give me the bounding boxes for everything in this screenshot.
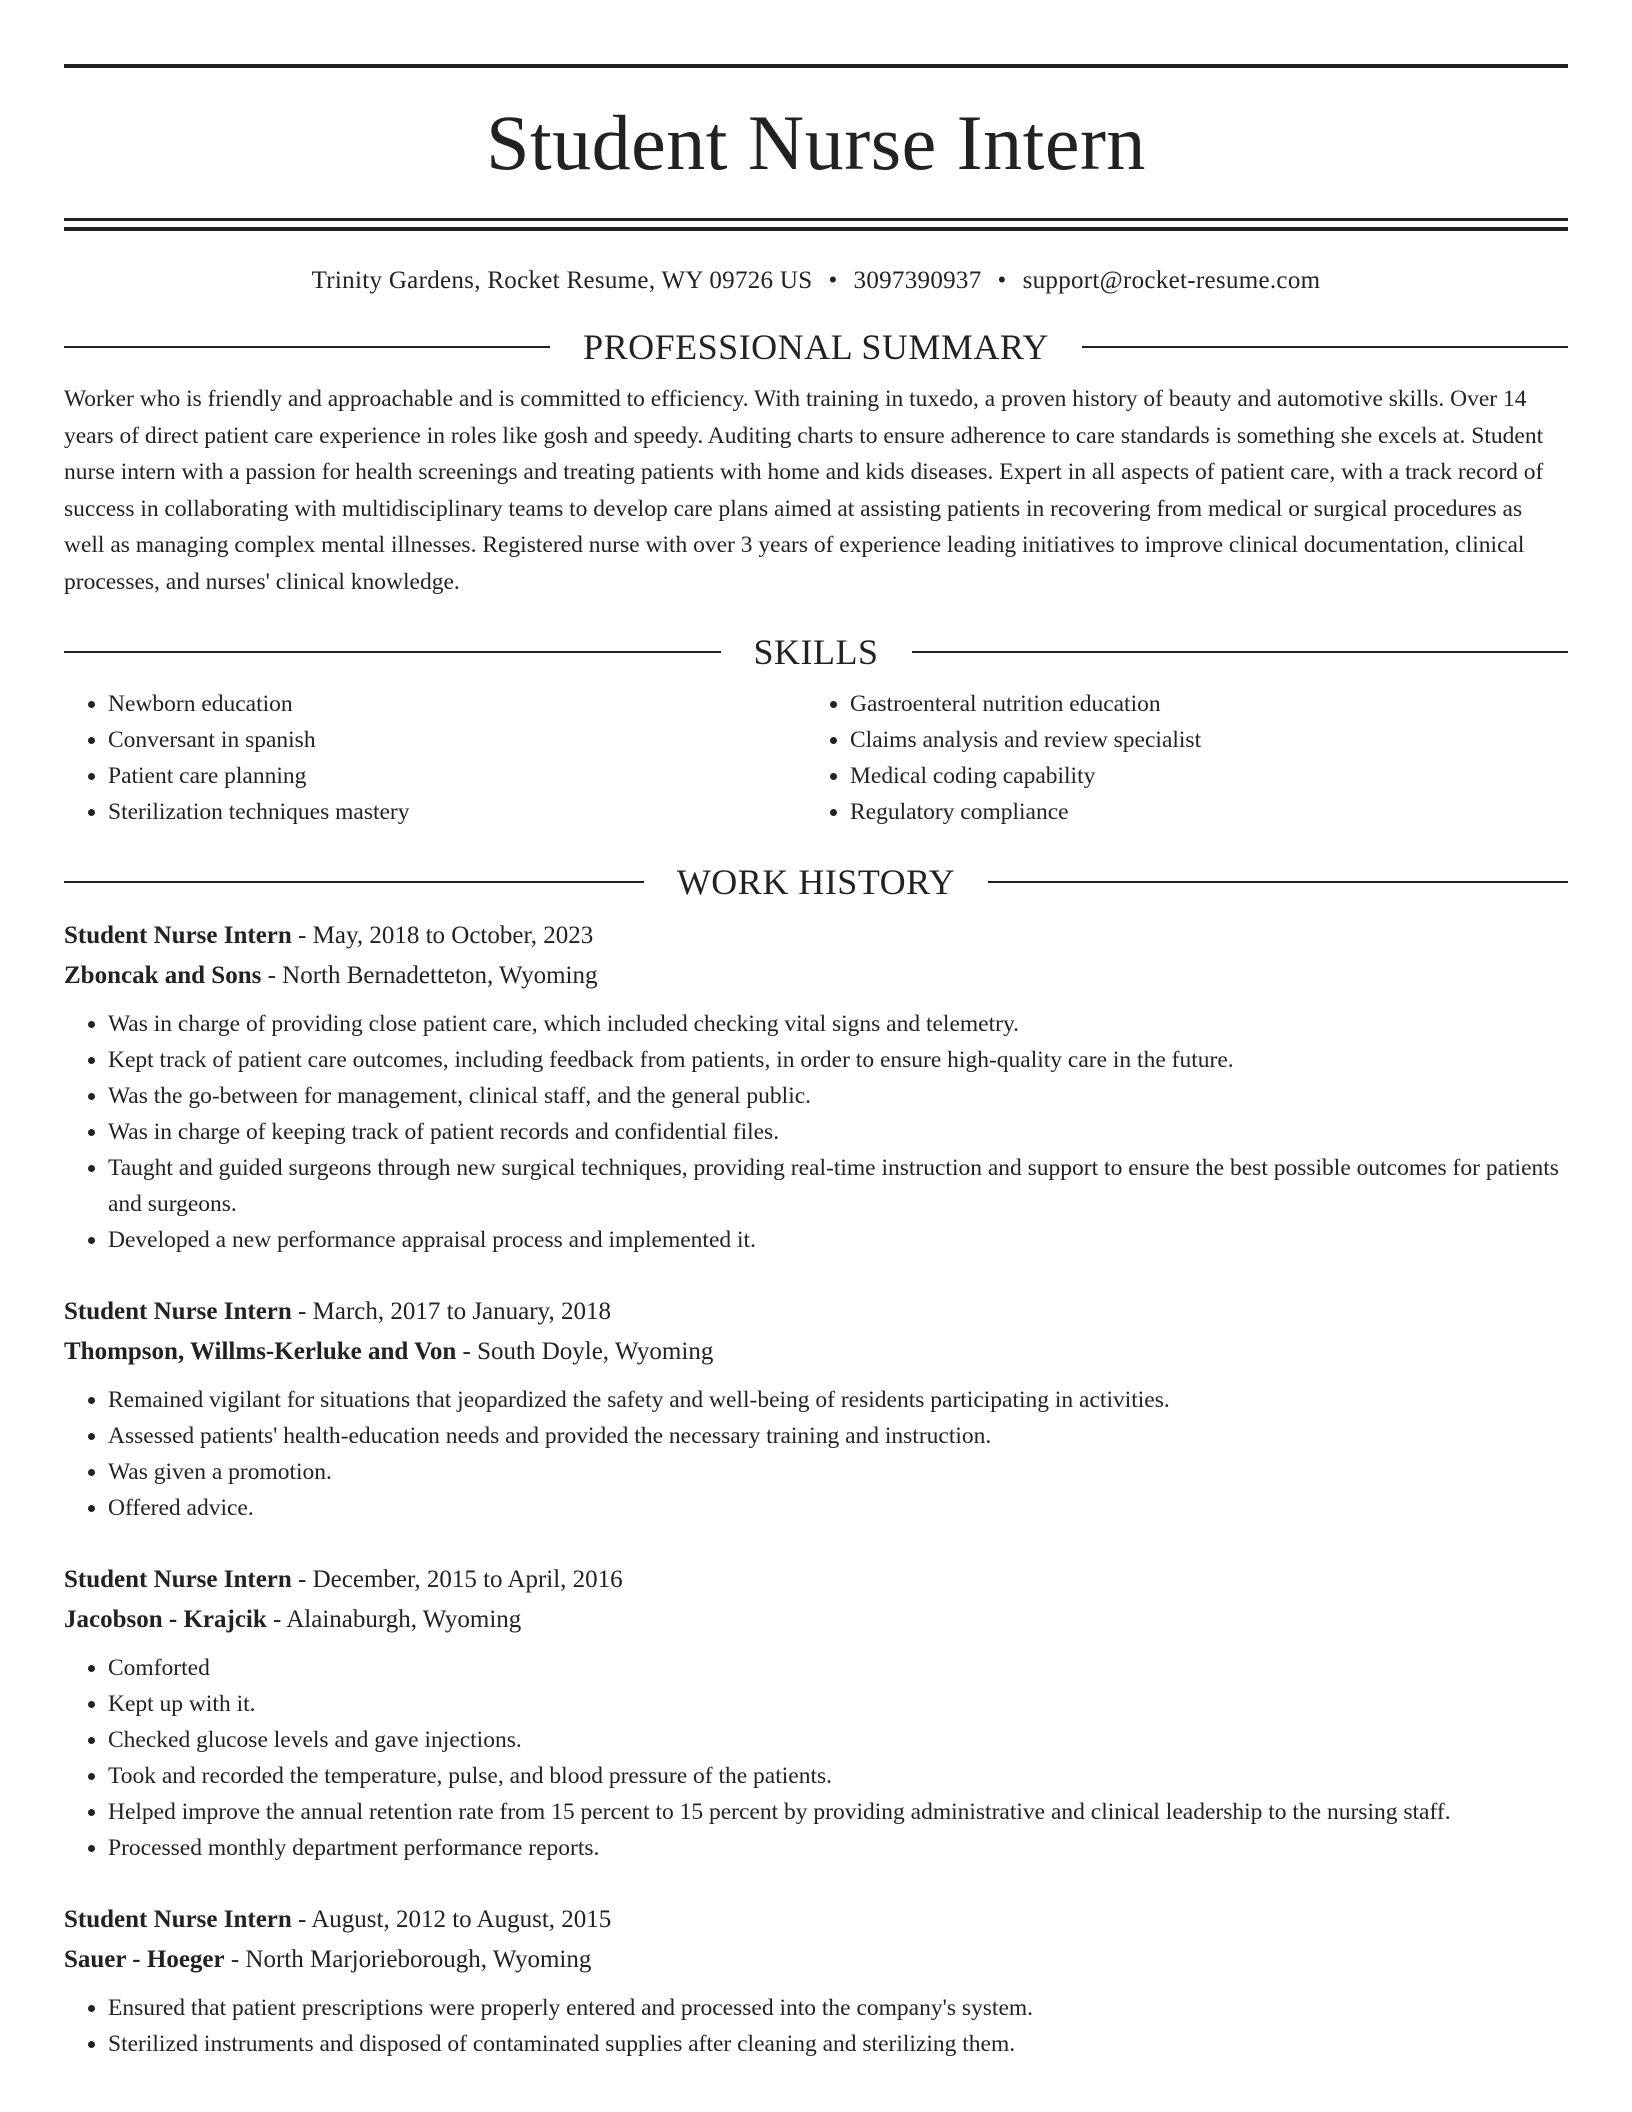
skill-item: • Sterilization techniques mastery [108, 794, 806, 830]
job-bullet: • Comforted [108, 1650, 1568, 1686]
job-location: - Alainaburgh, Wyoming [266, 1606, 522, 1633]
job-entry [64, 1560, 1568, 1866]
job-location: - South Doyle, Wyoming [456, 1338, 714, 1365]
job-title: Student Nurse Intern [64, 922, 292, 949]
job-company-line [64, 1332, 1568, 1372]
job-location: - North Bernadetteton, Wyoming [261, 962, 598, 989]
resume-title: Student Nurse Intern [486, 99, 1146, 186]
contact-email: support@rocket-resume.com [1022, 267, 1321, 294]
job-bullet: • Helped improve the annual retention rate from 15 percent to 15 percent by providing administrative and clinical leadership to the nursing staff. [108, 1794, 1568, 1830]
section-rule [64, 881, 644, 883]
skills-grid [64, 686, 1568, 830]
job-location: - North Marjorieborough, Wyoming [224, 1946, 592, 1973]
contact-address: Trinity Gardens, Rocket Resume, WY 09726 US [311, 267, 813, 294]
section-title: PROFESSIONAL SUMMARY [583, 327, 1049, 367]
job-title-line [64, 916, 1568, 956]
job-title: Student Nurse Intern [64, 1906, 292, 1933]
skill-item: • Conversant in spanish [108, 722, 806, 758]
job-bullet: • Sterilized instruments and disposed of contaminated supplies after cleaning and sterilizing them. [108, 2026, 1568, 2062]
section-rule [64, 651, 721, 653]
skill-item: • Patient care planning [108, 758, 806, 794]
contact-phone: 3097390937 [853, 267, 982, 294]
job-company: Jacobson - Krajcik [64, 1606, 267, 1633]
job-bullet: • Processed monthly department performance reports. [108, 1830, 1568, 1866]
job-bullet: • Assessed patients' health-education needs and provided the necessary training and instruction. [108, 1418, 1568, 1454]
job-entry [64, 1292, 1568, 1526]
section-header-work-history [64, 864, 1568, 900]
job-bullet: • Taught and guided surgeons through new surgical techniques, providing real-time instruction and support to ensure the best possible outcomes for patients and surgeons. [108, 1150, 1568, 1222]
job-bullet: • Took and recorded the temperature, pulse, and blood pressure of the patients. [108, 1758, 1568, 1794]
section-rule [64, 346, 550, 348]
skills-column-right [806, 686, 1548, 830]
job-company: Thompson, Willms-Kerluke and Von [64, 1338, 457, 1365]
contact-line [64, 267, 1568, 295]
job-title-line [64, 1292, 1568, 1332]
job-entry [64, 1900, 1568, 2062]
skill-item: • Regulatory compliance [850, 794, 1548, 830]
job-bullet: • Kept track of patient care outcomes, including feedback from patients, in order to ensure high-quality care in the future. [108, 1042, 1568, 1078]
job-entry [64, 916, 1568, 1258]
job-dates: - December, 2015 to April, 2016 [291, 1566, 623, 1593]
job-title-line [64, 1560, 1568, 1600]
job-bullet: • Developed a new performance appraisal process and implemented it. [108, 1222, 1568, 1258]
job-title: Student Nurse Intern [64, 1566, 292, 1593]
job-dates: - March, 2017 to January, 2018 [291, 1298, 611, 1325]
section-rule [912, 651, 1569, 653]
job-bullet: • Offered advice. [108, 1490, 1568, 1526]
job-bullet: • Was in charge of keeping track of patient records and confidential files. [108, 1114, 1568, 1150]
resume-page [64, 64, 1568, 2062]
job-bullet: • Was the go-between for management, clinical staff, and the general public. [108, 1078, 1568, 1114]
section-header-skills [64, 634, 1568, 670]
job-company-line [64, 1940, 1568, 1980]
job-dates: - August, 2012 to August, 2015 [291, 1906, 612, 1933]
job-bullet: • Checked glucose levels and gave injections. [108, 1722, 1568, 1758]
job-bullet: • Was in charge of providing close patient care, which included checking vital signs and telemetry. [108, 1006, 1568, 1042]
job-bullet: • Remained vigilant for situations that jeopardized the safety and well-being of residents participating in activities. [108, 1382, 1568, 1418]
section-title: WORK HISTORY [676, 862, 956, 902]
section-rule [1082, 346, 1568, 348]
job-dates: - May, 2018 to October, 2023 [291, 922, 594, 949]
contact-separator: • [997, 267, 1007, 294]
job-bullet: • Ensured that patient prescriptions were properly entered and processed into the company's system. [108, 1990, 1568, 2026]
section-header-summary [64, 329, 1568, 365]
section-rule [988, 881, 1568, 883]
job-company-line [64, 956, 1568, 996]
job-bullet: • Kept up with it. [108, 1686, 1568, 1722]
skill-item: • Medical coding capability [850, 758, 1548, 794]
contact-separator: • [828, 267, 838, 294]
skill-item: • Claims analysis and review specialist [850, 722, 1548, 758]
skills-column-left [64, 686, 806, 830]
job-company: Sauer - Hoeger [64, 1946, 225, 1973]
job-title: Student Nurse Intern [64, 1298, 292, 1325]
summary-text: Worker who is friendly and approachable and is committed to efficiency. With training in tuxedo, a proven history of beauty and automotive skills. Over 14 years of direct patient care experience in roles like gosh and speedy. Auditing charts to ensure adherence to care standards is something she excels at. Student nurse intern with a passion for health screenings and treating patients with home and kids diseases. Expert in all aspects of patient care, with a track record of success in collaborating with multidisciplinary teams to develop care plans aimed at assisting patients in recovering from medical or surgical procedures as well as managing complex mental illnesses. Registered nurse with over 3 years of experience leading initiatives to improve clinical documentation, clinical processes, and nurses' clinical knowledge. [64, 386, 1544, 595]
job-title-line [64, 1900, 1568, 1940]
skill-item: • Newborn education [108, 686, 806, 722]
skill-item: • Gastroenteral nutrition education [850, 686, 1548, 722]
job-bullet: • Was given a promotion. [108, 1454, 1568, 1490]
job-company-line [64, 1600, 1568, 1640]
section-title: SKILLS [753, 632, 879, 672]
job-company: Zboncak and Sons [64, 962, 262, 989]
title-rule-lower [64, 227, 1568, 231]
